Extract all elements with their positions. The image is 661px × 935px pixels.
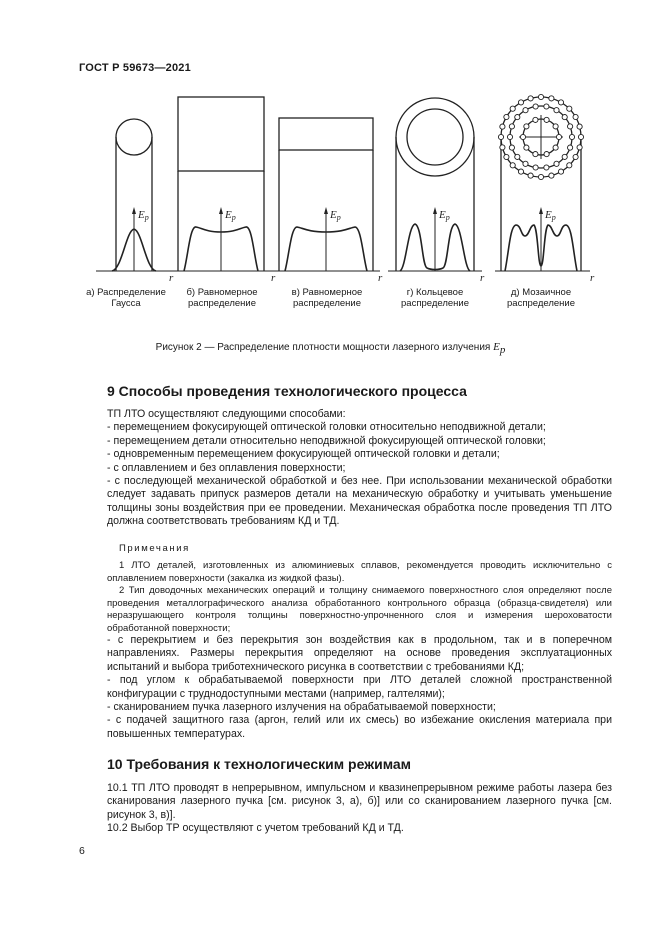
mosaic-dot [562, 115, 567, 120]
section-10-body [107, 782, 612, 836]
paragraph-10-2: 10.2 Выбор ТР осуществляют с учетом требований КД и ТД. [107, 822, 404, 835]
ring-outer [396, 98, 474, 176]
mosaic-dot [500, 124, 505, 129]
list-item: - сканированием пучка лазерного излучения на обрабатываемой поверхности; [107, 701, 496, 714]
panel-mosaic [495, 97, 590, 271]
list-item: - с подачей защитного газа (аргон, гелий или их смесь) во избежание окисления материала при повышенных температурах. [107, 714, 612, 740]
document-header: ГОСТ Р 59673—2021 [79, 62, 191, 74]
axis-x-label-d: r [480, 272, 485, 284]
notes-heading: Примечания [119, 543, 190, 554]
panel-caption-b [167, 287, 277, 309]
mosaic-dot [520, 134, 525, 139]
axis-y-label-b: Ep [225, 209, 236, 222]
mosaic-dot [524, 124, 529, 129]
mosaic-dot [515, 115, 520, 120]
mosaic-dot [567, 106, 572, 111]
mosaic-dot [498, 134, 503, 139]
mosaic-dot [528, 96, 533, 101]
notes-body [107, 560, 612, 635]
panel-gauss [96, 119, 170, 271]
axis-x-label-a: r [169, 272, 174, 284]
mosaic-dot [553, 145, 558, 150]
panel-caption-e [486, 287, 596, 309]
caption-line: распределение [401, 298, 469, 309]
mosaic-dot [544, 104, 549, 109]
axis-x-label-c: r [378, 272, 383, 284]
list-item: - перемещением фокусирующей оптической головки относительно неподвижной детали; [107, 421, 546, 434]
axis-y-label-d: Ep [439, 209, 450, 222]
caption-line: д) Мозаичное [510, 287, 572, 298]
mosaic-dot [538, 94, 543, 99]
mosaic-dot [523, 161, 528, 166]
mosaic-dot [518, 169, 523, 174]
mosaic-dot [573, 154, 578, 159]
list-item: - с оплавлением и без оплавления поверхности; [107, 461, 346, 474]
mosaic-dot [504, 154, 509, 159]
mosaic-dot [577, 145, 582, 150]
panel-uniform-rect [272, 118, 380, 271]
note-item: 1 ЛТО деталей, изготовленных из алюминиевых сплавов, рекомендуется проводить исключительно с оплавлением поверхности (закалка из жидкой фазы). [107, 560, 612, 584]
mosaic-dot [515, 154, 520, 159]
mosaic-dot [578, 134, 583, 139]
list-item: - перемещением детали относительно неподвижной фокусирующей оптической головки; [107, 434, 546, 447]
caption-line: Гаусса [111, 298, 141, 309]
ring-inner [407, 109, 463, 165]
mosaic-dot [544, 165, 549, 170]
section-9-intro: ТП ЛТО осуществляют следующими способами: [107, 408, 346, 420]
mosaic-dot [509, 145, 514, 150]
mosaic-dot [549, 96, 554, 101]
list-item: - с перекрытием и без перекрытия зон воздействия как в продольном, так и в поперечном направлениях. Размеры перекрытия определяют на основе проведения эксплуатационных испытаний и выбора триботехнического рисунка в соответствии с требованиями КД; [107, 634, 612, 673]
mosaic-dot [569, 134, 574, 139]
panel-uniform-square [170, 97, 274, 271]
axis-x-label-e: r [590, 272, 595, 284]
mosaic-dot [523, 108, 528, 113]
mosaic-dot [533, 165, 538, 170]
panel-caption-c [272, 287, 382, 309]
mosaic-dot [518, 100, 523, 105]
mosaic-dot [510, 163, 515, 168]
mosaic-dot [533, 104, 538, 109]
mosaic-dot [558, 100, 563, 105]
list-item: - под углом к обрабатываемой поверхности при ЛТО деталей сложной пространственной конфигурации с труднодоступными местами (например, галтелями); [107, 674, 612, 700]
caption-line: в) Равномерное [291, 287, 363, 298]
mosaic-dot [544, 152, 549, 157]
panel-caption-d [380, 287, 490, 309]
mosaic-dot [568, 145, 573, 150]
gauss-beam-spot [116, 119, 152, 155]
paragraph-10-1: 10.1 ТП ЛТО проводят в непрерывном, импульсном и квазинепрерывном режиме работы лазера без сканирования лазерного пучка [см. рисунок 3, а), б)] или со сканированием лазерного пучка [см. рисунок 3, в)]. [107, 782, 612, 821]
caption-line: г) Кольцевое [406, 287, 464, 298]
section-9-body-continued [107, 634, 612, 741]
mosaic-dot [500, 145, 505, 150]
mosaic-dot [554, 161, 559, 166]
caption-line: распределение [188, 298, 256, 309]
mosaic-dot [567, 163, 572, 168]
section-9-body [107, 408, 612, 529]
mosaic-dot [507, 134, 512, 139]
figure-caption-subscript: p [499, 344, 506, 356]
figure-caption [0, 341, 661, 356]
mosaic-dot [577, 124, 582, 129]
list-item: - одновременным перемещением фокусирующей оптической головки и детали; [107, 448, 500, 461]
mosaic-dot [568, 124, 573, 129]
mosaic-dot [528, 173, 533, 178]
mosaic-dot [533, 152, 538, 157]
axis-y-label-e: Ep [545, 209, 556, 222]
caption-line: б) Равномерное [186, 287, 258, 298]
rect-beam-spot [279, 118, 373, 150]
mosaic-dot [533, 117, 538, 122]
panel-caption-a [71, 287, 181, 309]
caption-line: распределение [293, 298, 361, 309]
axis-y-label-c: Ep [330, 209, 341, 222]
square-beam-spot [178, 97, 264, 171]
mosaic-dot [544, 117, 549, 122]
figure-caption-symbol: E [493, 341, 500, 353]
axis-x-label-b: r [271, 272, 276, 284]
figure-caption-text: Рисунок 2 — Распределение плотности мощности лазерного излучения [155, 342, 494, 353]
list-item: - с последующей механической обработкой и без нее. При использовании механической обработки следует задавать припуск размеров детали на механическую обработку и учитывать уменьшение толщины зоны воздействия при ее проведении. Механическая обработка после проведения ТП ЛТО должна соответствовать требованиям КД и ТД. [107, 475, 612, 528]
mosaic-dot [558, 169, 563, 174]
mosaic-dot [504, 114, 509, 119]
page-number: 6 [79, 845, 85, 857]
mosaic-dot [524, 145, 529, 150]
mosaic-dot [549, 173, 554, 178]
mosaic-dot [562, 154, 567, 159]
caption-line: распределение [507, 298, 575, 309]
note-item: 2 Тип доводочных механических операций и толщину снимаемого поверхностного слоя определяют после проведения металлографического анализа обработанного контрольного образца (образца-свидетеля) или неразрушающего контроля толщины поверхностно-упрочненного слоя и измерения шероховатости обработанной поверхности; [107, 585, 612, 634]
mosaic-dot [573, 114, 578, 119]
caption-line: а) Распределение [86, 287, 166, 298]
panel-ring [388, 98, 482, 271]
mosaic-dot [510, 106, 515, 111]
mosaic-dot [554, 108, 559, 113]
mosaic-dot [556, 134, 561, 139]
section-9-title: 9 Способы проведения технологического процесса [107, 383, 467, 399]
section-10-title: 10 Требования к технологическим режимам [107, 756, 412, 772]
mosaic-dot [538, 174, 543, 179]
mosaic-dot [509, 124, 514, 129]
axis-y-label-a: Ep [138, 209, 149, 222]
mosaic-dot [553, 124, 558, 129]
